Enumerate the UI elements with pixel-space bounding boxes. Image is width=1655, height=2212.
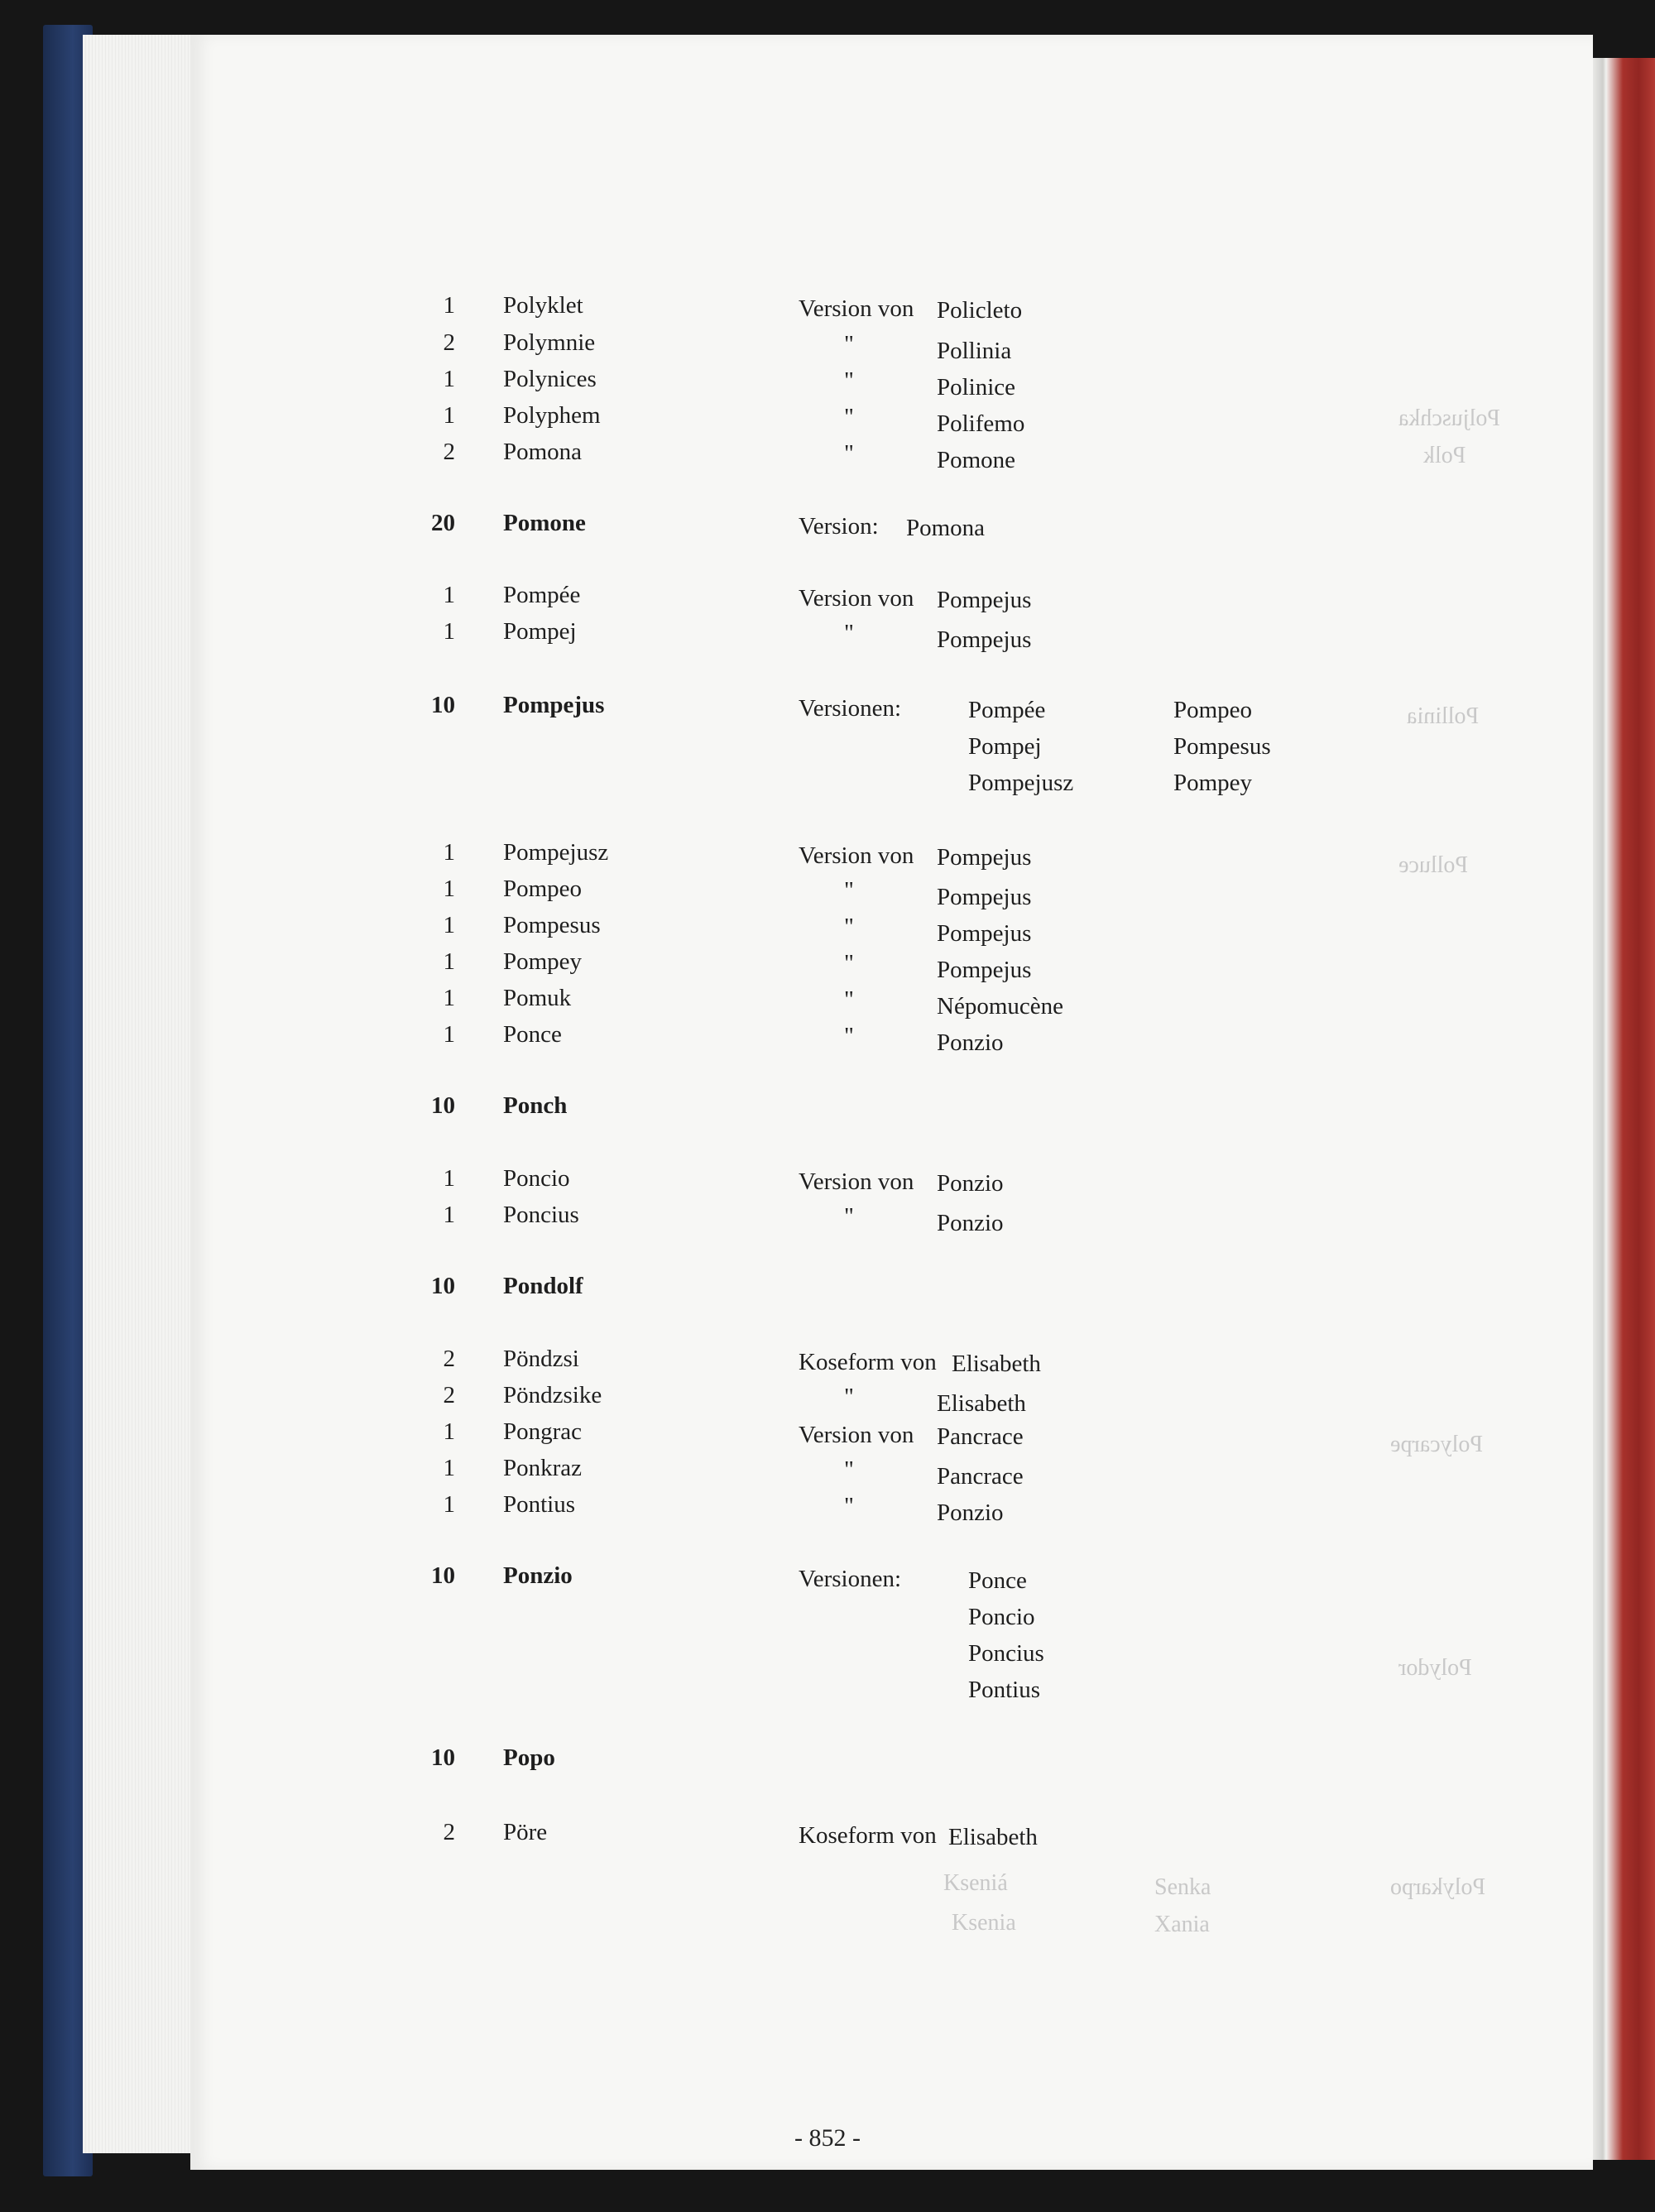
entry-target: Pompejusz: [968, 770, 1074, 796]
entry-name: Pondolf: [503, 1273, 583, 1299]
entry-frequency: 1: [443, 948, 455, 975]
entry-target: Pompejus: [937, 920, 1032, 947]
entry-name: Ponkraz: [503, 1455, 583, 1481]
entry-target: Ponzio: [937, 1499, 1004, 1526]
page-stack-edges: [83, 35, 207, 2153]
entry-frequency: 10: [431, 1092, 455, 1119]
entry-frequency: 1: [443, 582, 455, 608]
entry-target: Poncius: [968, 1640, 1044, 1667]
entry-name: Pompeo: [503, 876, 583, 902]
entry-frequency: 1: [443, 985, 455, 1011]
entry-relation-label: Koseform von: [799, 1822, 937, 1849]
entry-relation-label: Version von: [799, 842, 914, 869]
entry-target: Policleto: [937, 297, 1023, 324]
entry-name: Pomuk: [503, 985, 572, 1011]
entry-target: Elisabeth: [937, 1390, 1026, 1417]
entry-name: Pompesus: [503, 912, 601, 938]
entry-target: Ponzio: [937, 1029, 1004, 1056]
entry-target: Pontius: [968, 1677, 1041, 1703]
entry-name: Pompejus: [503, 692, 605, 718]
entry-frequency: 2: [443, 1382, 455, 1408]
entry-name: Pompej: [503, 618, 577, 645]
entry-target: Pompejus: [937, 844, 1032, 871]
entry-target-secondary: Pompeo: [1173, 697, 1253, 723]
entry-target: Pancrace: [937, 1423, 1024, 1450]
entry-target: Népomucène: [937, 993, 1063, 1020]
entry-name: Ponch: [503, 1092, 568, 1119]
entry-frequency: 1: [443, 876, 455, 902]
entry-frequency: 2: [443, 439, 455, 465]
ditto-mark: ": [844, 620, 854, 646]
entry-frequency: 2: [443, 1346, 455, 1372]
entry-target: Pollinia: [937, 338, 1012, 364]
facing-page-edge: [1593, 58, 1655, 2160]
entry-target-secondary: Pompesus: [1173, 733, 1271, 760]
entry-frequency: 1: [443, 1021, 455, 1048]
ditto-mark: ": [844, 986, 854, 1013]
entry-relation-label: Version von: [799, 585, 914, 612]
entry-target: Ponzio: [937, 1210, 1004, 1236]
entry-name: Pöndzsi: [503, 1346, 579, 1372]
entry-frequency: 1: [443, 366, 455, 392]
entry-frequency: 1: [443, 1418, 455, 1445]
ditto-mark: ": [844, 914, 854, 940]
ditto-mark: ": [844, 950, 854, 976]
entry-frequency: 1: [443, 839, 455, 866]
entry-target: Ponce: [968, 1567, 1027, 1594]
entry-relation-label: Version von: [799, 295, 914, 322]
entry-target-secondary: Pompey: [1173, 770, 1253, 796]
entry-target: Elisabeth: [952, 1351, 1041, 1377]
entry-relation-label: Koseform von: [799, 1349, 937, 1375]
entry-target: Pompejus: [937, 957, 1032, 983]
entry-name: Polynices: [503, 366, 597, 392]
ditto-mark: ": [844, 1203, 854, 1230]
entry-frequency: 1: [443, 1491, 455, 1518]
entry-name: Pongrac: [503, 1418, 583, 1445]
entry-relation-label: Version:: [799, 513, 879, 540]
entry-name: Pöndzsike: [503, 1382, 602, 1408]
entry-frequency: 20: [431, 510, 455, 536]
entry-name: Pöre: [503, 1819, 548, 1845]
entry-frequency: 2: [443, 329, 455, 356]
entry-name: Pompey: [503, 948, 583, 975]
entry-name: Ponce: [503, 1021, 562, 1048]
entry-relation-label: Versionen:: [799, 695, 902, 722]
entry-frequency: 1: [443, 1455, 455, 1481]
ditto-mark: ": [844, 367, 854, 394]
entry-frequency: 10: [431, 692, 455, 718]
entry-name: Ponzio: [503, 1562, 573, 1589]
ditto-mark: ": [844, 1456, 854, 1483]
entry-name: Pomona: [503, 439, 583, 465]
entry-target: Pompée: [968, 697, 1046, 723]
entry-frequency: 10: [431, 1273, 455, 1299]
entry-name: Poncio: [503, 1165, 570, 1192]
entry-name: Pontius: [503, 1491, 576, 1518]
entry-relation-label: Versionen:: [799, 1566, 902, 1592]
entry-target: Pancrace: [937, 1463, 1024, 1490]
entry-frequency: 1: [443, 618, 455, 645]
entry-name: Polyphem: [503, 402, 601, 429]
entry-frequency: 1: [443, 292, 455, 319]
ditto-mark: ": [844, 440, 854, 467]
entry-name: Poncius: [503, 1202, 579, 1228]
entry-frequency: 2: [443, 1819, 455, 1845]
entry-frequency: 10: [431, 1744, 455, 1771]
entry-target: Poncio: [968, 1604, 1035, 1630]
entry-target: Polinice: [937, 374, 1016, 401]
entry-frequency: 1: [443, 1165, 455, 1192]
entry-name: Polyklet: [503, 292, 583, 319]
entry-target: Polifemo: [937, 410, 1025, 437]
entry-target: Elisabeth: [948, 1824, 1038, 1850]
entry-name: Pompejusz: [503, 839, 609, 866]
entry-target: Pompejus: [937, 587, 1032, 613]
entry-name: Pomone: [503, 510, 586, 536]
entry-target: Pompejus: [937, 626, 1032, 653]
entry-name: Pompée: [503, 582, 581, 608]
entry-target: Pompej: [968, 733, 1042, 760]
ditto-mark: ": [844, 404, 854, 430]
page-number: - 852 -: [794, 2124, 861, 2152]
ditto-mark: ": [844, 877, 854, 904]
entry-target: Pomone: [937, 447, 1016, 473]
entry-frequency: 1: [443, 912, 455, 938]
ditto-mark: ": [844, 1384, 854, 1410]
ditto-mark: ": [844, 1023, 854, 1049]
entry-target: Pomona: [906, 515, 986, 541]
entry-target: Pompejus: [937, 884, 1032, 910]
entry-relation-label: Version von: [799, 1168, 914, 1195]
book-page: [190, 35, 1593, 2170]
ditto-mark: ": [844, 1493, 854, 1519]
entry-target: Ponzio: [937, 1170, 1004, 1197]
entry-frequency: 10: [431, 1562, 455, 1589]
entry-name: Popo: [503, 1744, 555, 1771]
ditto-mark: ": [844, 331, 854, 357]
entry-frequency: 1: [443, 402, 455, 429]
entry-name: Polymnie: [503, 329, 596, 356]
entry-frequency: 1: [443, 1202, 455, 1228]
entry-relation-label: Version von: [799, 1422, 914, 1448]
